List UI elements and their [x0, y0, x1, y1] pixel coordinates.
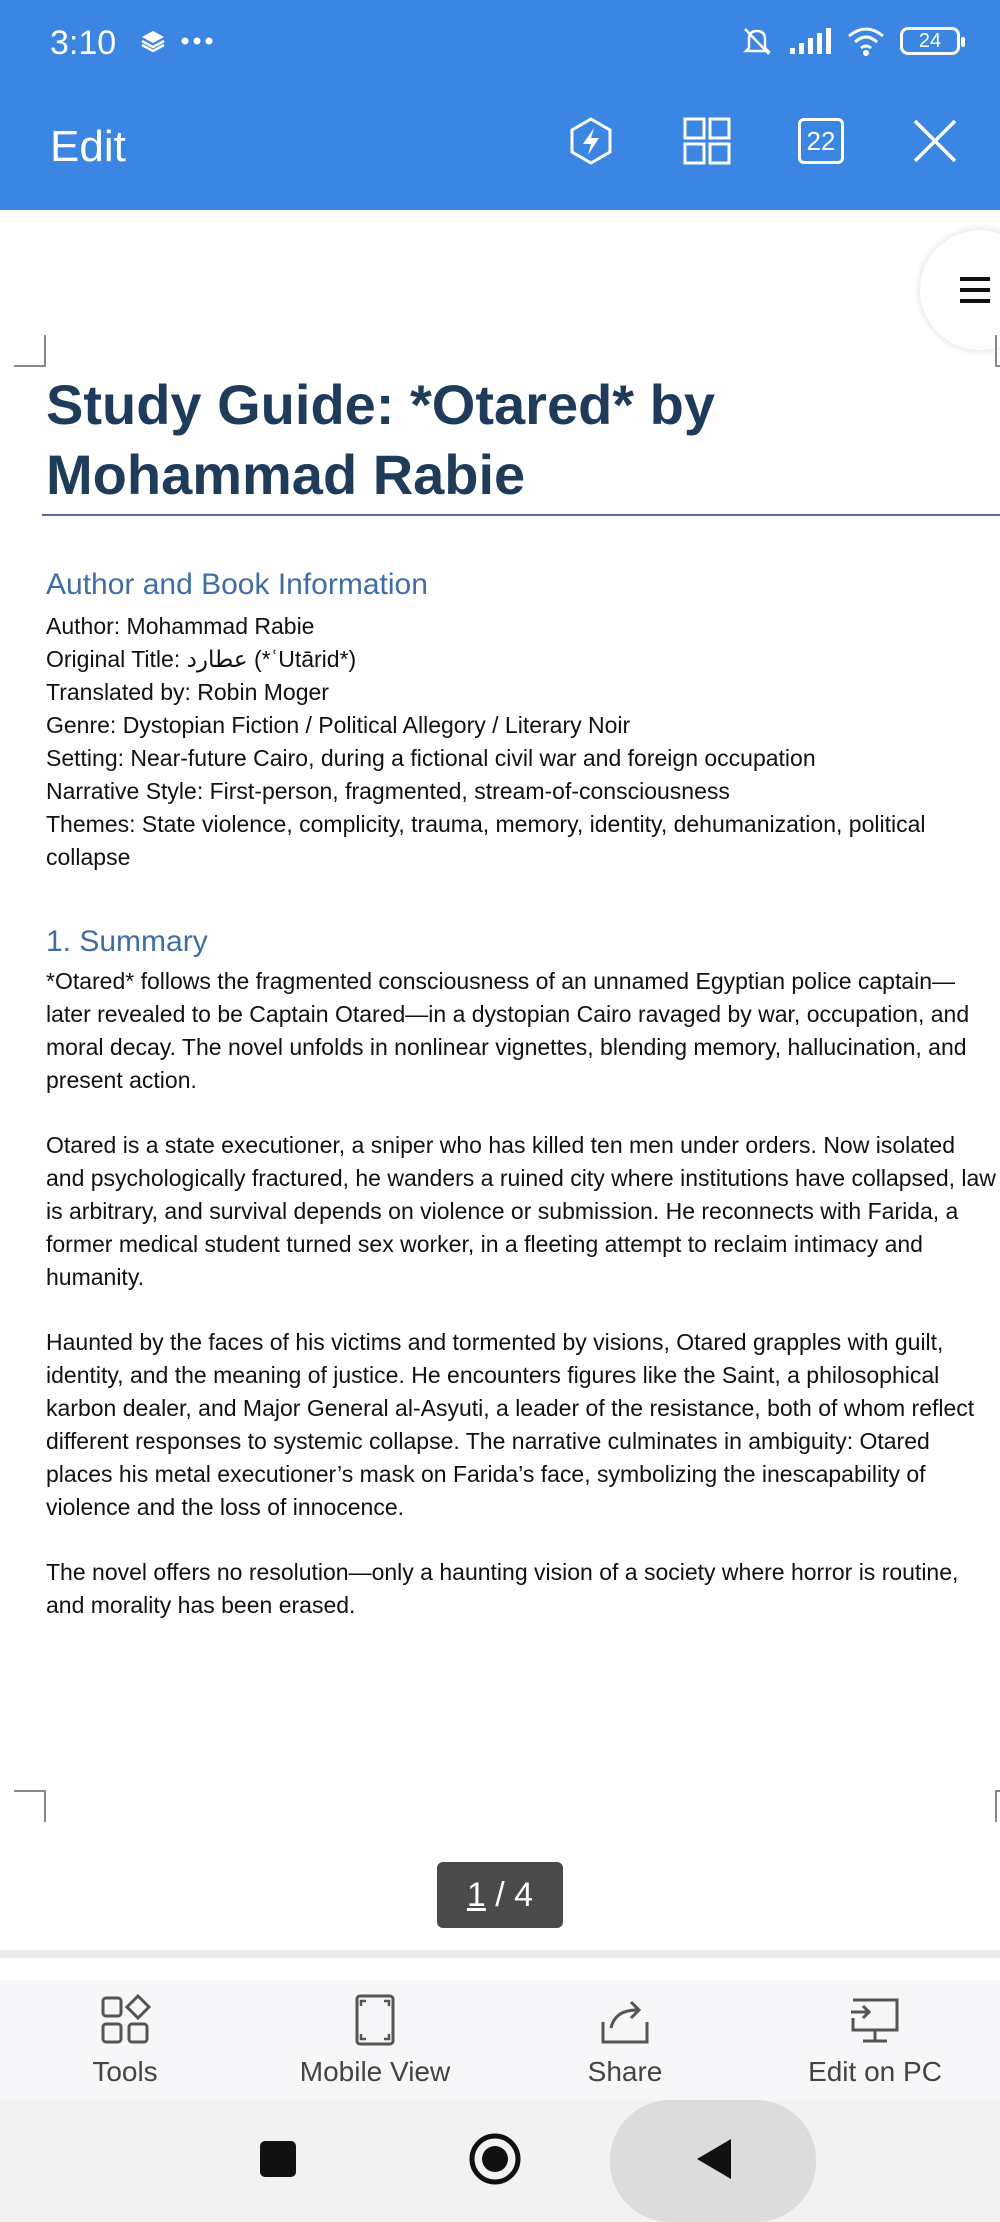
edit-on-pc-label: Edit on PC — [808, 2056, 942, 2087]
title-divider — [42, 514, 1000, 516]
tools-button[interactable] — [0, 1980, 250, 2100]
info-line-original-title: Original Title: عطارد (*ʿUtārid*) — [46, 646, 357, 672]
crop-mark — [14, 1790, 46, 1822]
page-count-badge[interactable]: 22 — [798, 118, 844, 164]
info-line-translator: Translated by: Robin Moger — [46, 679, 329, 705]
page-total: 4 — [514, 1875, 534, 1914]
share-label: Share — [587, 2056, 663, 2087]
info-line-narrative-style: Narrative Style: First-person, fragmented, stream-of-consciousness — [46, 778, 730, 804]
system-navigation-bar — [0, 2100, 1000, 2222]
share-button[interactable] — [500, 1980, 750, 2100]
bottom-toolbar — [0, 1980, 1000, 2100]
ai-bolt-icon[interactable] — [566, 116, 616, 166]
app-bar-actions — [566, 116, 960, 166]
hamburger-icon — [960, 275, 992, 305]
wifi-icon — [846, 25, 886, 57]
signal-icon — [788, 26, 832, 56]
section-heading-author-info: Author and Book Information — [46, 568, 428, 601]
page-title: Edit — [50, 122, 126, 171]
summary-block — [46, 965, 996, 1654]
monitor-icon — [847, 1992, 903, 2048]
crop-mark — [14, 335, 46, 367]
status-right-icons — [740, 24, 960, 58]
page-divider — [0, 1950, 1000, 1958]
grid-view-icon[interactable] — [682, 116, 732, 166]
more-dots-icon — [180, 36, 214, 46]
info-line-author: Author: Mohammad Rabie — [46, 613, 315, 639]
back-button[interactable] — [678, 2124, 748, 2194]
page-separator: / — [485, 1875, 515, 1914]
tools-icon — [97, 1992, 153, 2048]
author-info-block — [46, 610, 986, 874]
crop-mark — [995, 1790, 1000, 1822]
top-header — [0, 0, 1000, 210]
mobile-view-label: Mobile View — [299, 2056, 451, 2087]
home-circle-icon — [467, 2131, 523, 2187]
page-indicator[interactable] — [437, 1862, 563, 1928]
crop-mark — [995, 335, 1000, 367]
status-time: 3:10 — [50, 24, 117, 62]
recents-square-icon — [258, 2139, 298, 2179]
layers-icon — [140, 28, 166, 54]
home-button[interactable] — [460, 2124, 530, 2194]
mobile-view-icon — [347, 1992, 403, 2048]
info-line-setting: Setting: Near-future Cairo, during a fictional civil war and foreign occupation — [46, 745, 816, 771]
recents-button[interactable] — [243, 2124, 313, 2194]
close-icon[interactable] — [910, 116, 960, 166]
bell-muted-icon — [740, 24, 774, 58]
document-title: Study Guide: *Otared* by Mohammad Rabie — [46, 373, 715, 506]
tools-label: Tools — [92, 2056, 158, 2087]
status-left-icons — [140, 28, 214, 54]
back-triangle-icon — [691, 2135, 735, 2183]
battery-icon — [900, 27, 960, 55]
summary-paragraph: Otared is a state executioner, a sniper who has killed ten men under orders. Now isolated and psychologically fractured, he wanders a ruined city where institutions have collapsed, law is arbitrary, and survival depends on violence or submission. He reconnects with Farida, a former medical student turned sex worker, in a fleeting attempt to reclaim intimacy and humanity. — [46, 1132, 996, 1290]
info-line-themes: Themes: State violence, complicity, trauma, memory, identity, dehumanization, political collapse — [46, 811, 926, 870]
page-current: 1 — [466, 1875, 486, 1914]
edit-on-pc-button[interactable] — [750, 1980, 1000, 2100]
info-line-genre: Genre: Dystopian Fiction / Political Allegory / Literary Noir — [46, 712, 631, 738]
mobile-view-button[interactable] — [250, 1980, 500, 2100]
share-icon — [597, 1992, 653, 2048]
battery-level: 24 — [918, 29, 942, 52]
section-heading-summary: 1. Summary — [46, 925, 208, 958]
summary-paragraph: *Otared* follows the fragmented consciousness of an unnamed Egyptian police captain—later revealed to be Captain Otared—in a dystopian Cairo ravaged by war, occupation, and moral decay. The novel unfolds in nonlinear vignettes, blending memory, hallucination, and present action. — [46, 968, 970, 1093]
summary-paragraph: Haunted by the faces of his victims and tormented by visions, Otared grapples with guilt, identity, and the meaning of justice. He encounters figures like the Saint, a philosophical karbon dealer, and Major General al-Asyuti, a leader of the resistance, both of whom reflect different responses to systemic collapse. The narrative culminates in ambiguity: Otared places his metal executioner’s mask on Farida’s face, symbolizing the inescapability of violence and the loss of innocence. — [46, 1329, 975, 1520]
summary-paragraph: The novel offers no resolution—only a haunting vision of a society where horror is routine, and morality has been erased. — [46, 1559, 959, 1618]
